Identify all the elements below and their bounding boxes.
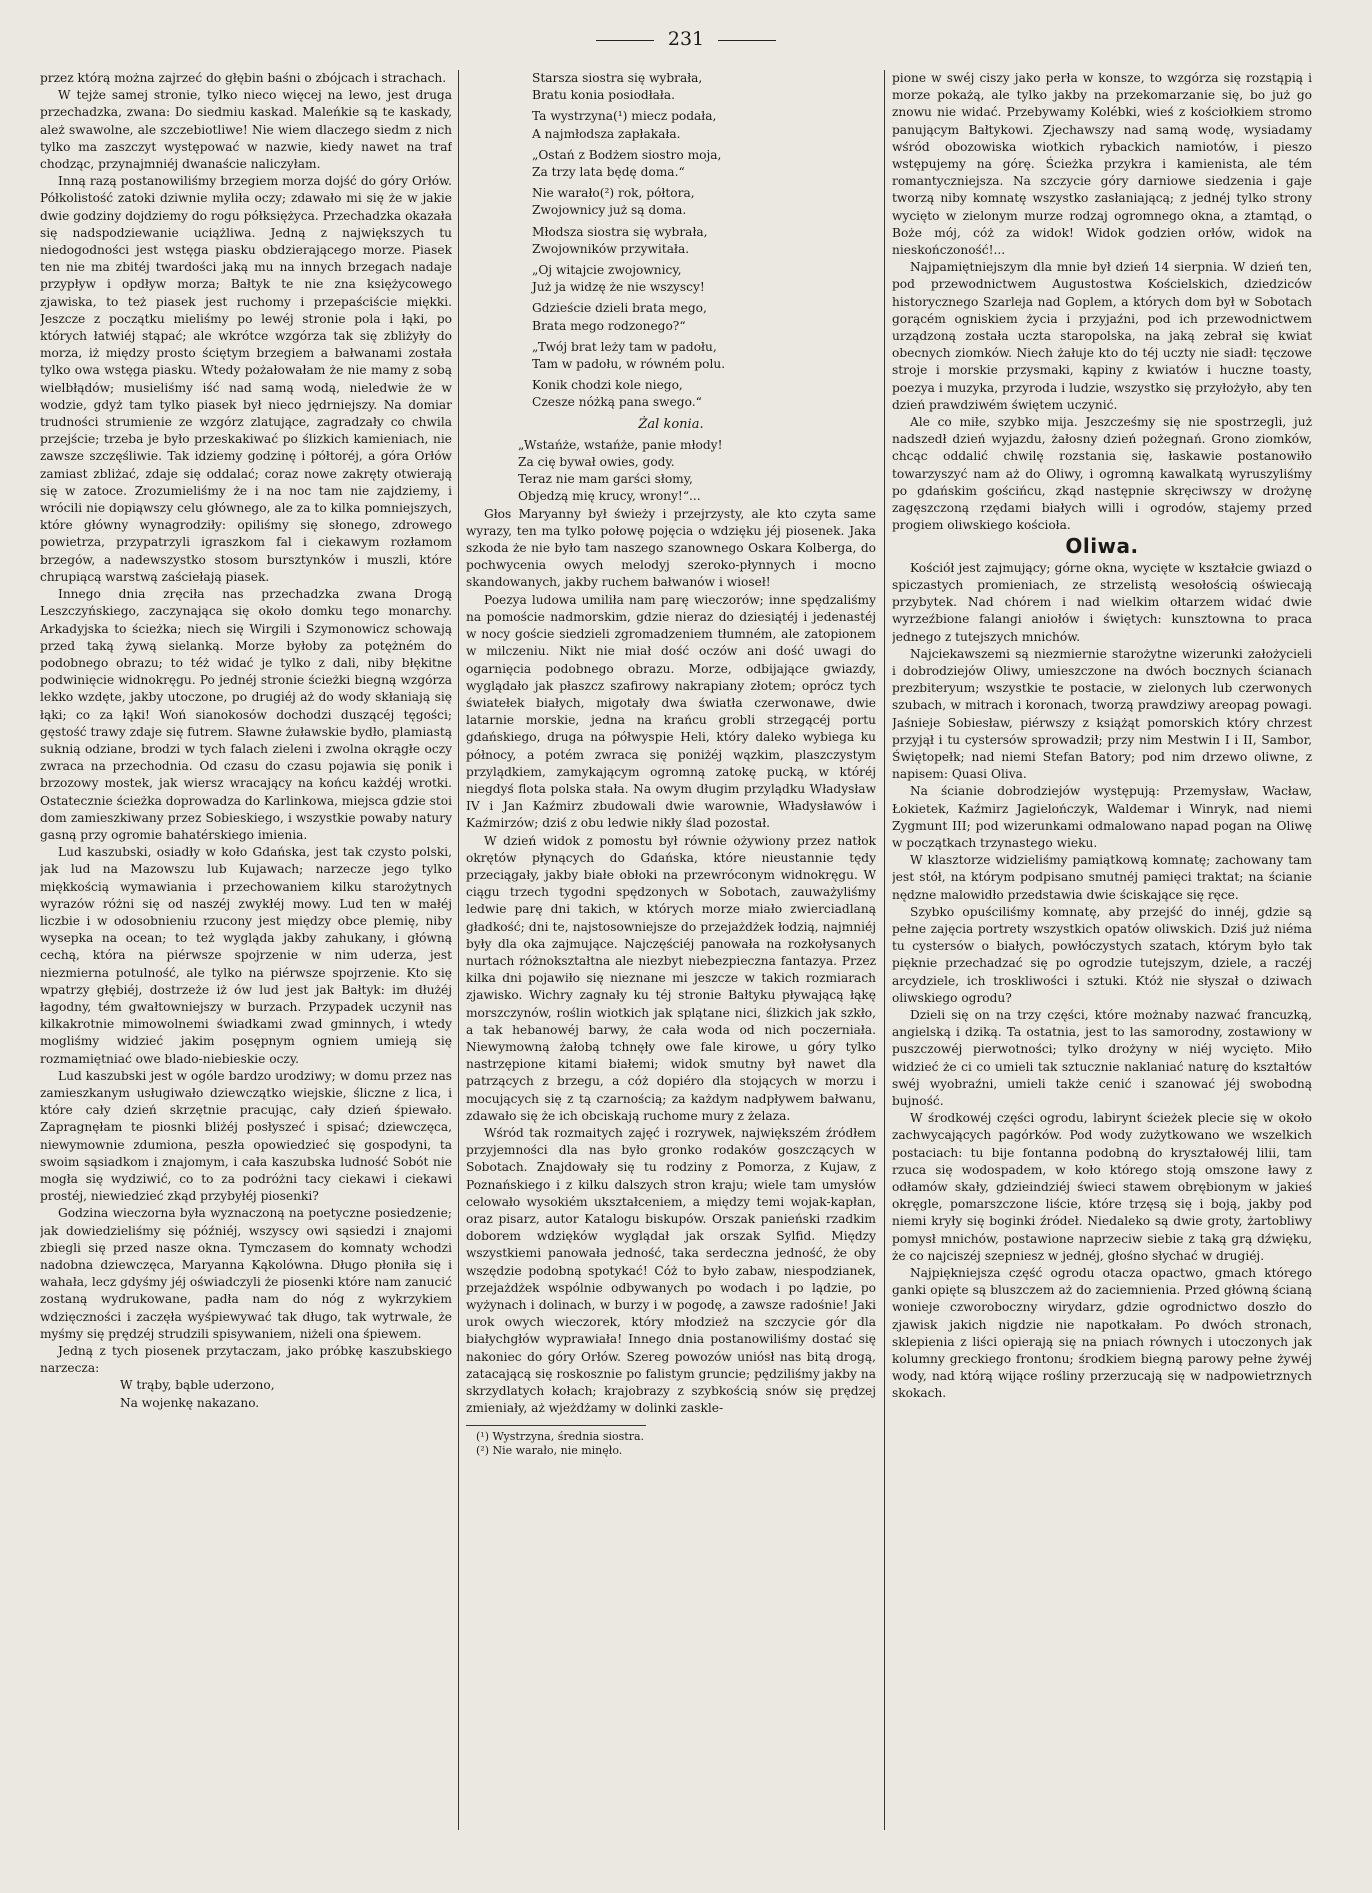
column-2 — [466, 70, 876, 1830]
column-1 — [40, 70, 452, 1830]
paragraph: Dzieli się on na trzy części, które możnaby nazwać francuzką, angielską i dziką. Ta ostatnia, jest to las samorodny, zostawiony w puszczowéj pierwotności; tylko drożyny w niéj wycięto. Miło widzieć że ci co umieli tak sztucznie naklaniać naturę do kształtów swéj wyobraźni, umieli także cenić i szanować jéj swobodną bujność. — [892, 1007, 1312, 1108]
header-dash-left — [596, 40, 654, 41]
stanza — [532, 147, 876, 181]
verse-line: Młodsza siostra się wybrała, — [532, 224, 708, 239]
verse-line: Nie warało(²) rok, półtora, — [532, 186, 695, 201]
paragraph: W środkowéj części ogrodu, labirynt ścieżek plecie się w około zachwycających pagórków. Pod wody zużytkowano we wszelkich postaciach: tu bije fontanna podobną do kryształowéj lilii, tam rzuca się wodospadem, w koło którego stoją omszone ławy z odłamów skały, gdzieindziéj świeci stawem obrębionym w jakieś okręgle, pomarszczone liście, które trzęsą się i boją, jakby pod niemi kryły się boginki źródeł. Niedaleko są dwie groty, żartobliwy pomysł mnichów, postawione naprzeciw siebie z taką grą dźwięku, że co najciszéj szepniesz w jednéj, głośno słychać w drugiéj. — [892, 1111, 1312, 1263]
poem-title: Żal konia. — [638, 416, 704, 432]
stanza — [532, 70, 876, 104]
lament-verse — [466, 437, 876, 506]
paragraph: pione w swéj ciszy jako perła w konsze, to wzgórza się rozstąpią i morze pokażą, ale tylko jakby na przekomarzanie się, bo już go znowu nie widać. Przebywamy Kolébki, wieś z kościołkiem stromo panującym Bałtykowi. Zjechawszy nad samą wodę, wysiadamy wśród obozowiska wiotkich rybackich namiotów, i pieszo wstępujemy na górę. Ścieżka przykra i kamienista, ale tém romantyczniejsza. Na szczycie góry darniowe siedzenia i gaje tworzą niby komnatę wszystko zasłaniającą; z jednéj tylko strony wycięto w zielonym murze rodzaj ogromnego okna, a ztamtąd, o Boże mój, cóż za widok! Widok godzien orłów, widok na nieskończoność!... — [892, 71, 1312, 258]
verse-line: „Ostań z Bodżem siostro moja, — [532, 147, 722, 162]
paragraph: Jedną z tych piosenek przytaczam, jako próbkę kaszubskiego narzecza: — [40, 1344, 452, 1376]
paragraph: Najpamiętniejszym dla mnie był dzień 14 sierpnia. W dzień ten, pod przewodnictwem Augustostwa Kościelskich, dziedziców historycznego Szarleja nad Goplem, a których dom był w Sobotach gorącém ogniskiem życia i przyjaźni, pod ich przewodnictwem urządzoną została uczta staropolska, na jaką zebrał się kwiat obecnych ziomków. Niech żałuje kto do téj uczty nie siadł: tęczowe stroje i morskie przysmaki, kąpiny z kwiatów i huczne toasty, poezya i muzyka, przyroda i ludzie, wszystko się przyłożyło, aby ten dzień prawdziwém świętem uczynić. — [892, 260, 1312, 412]
verse-line: Konik chodzi kole niego, — [532, 378, 683, 393]
section-heading: Oliwa. — [1065, 534, 1139, 559]
stanza — [532, 262, 876, 296]
kashubian-song — [466, 70, 876, 412]
column-rule-1 — [458, 70, 459, 1830]
verse-line: Starsza siostra się wybrała, — [532, 71, 703, 85]
paragraph: Godzina wieczorna była wyznaczoną na poetyczne posiedzenie; jak dowiedzieliśmy się późniéj, wszyscy owi sąsiedzi i znajomi zbiegli się przed nasze okna. Tymczasem do komnaty wchodzi nadobna dziewczęca, Maryanna Kąkolówna. Długo płoniła się i wahała, lecz gdyśmy jéj oświadczyli że piosenki które nam zanucić zostaną wydrukowane, padła nam do nóg z wykrzykiem wdzięczności i zaczęła wyśpiewywać tak długo, tak wytrwale, że myśmy się prędzéj strudzili spisywaniem, niżeli ona śpiewem. — [40, 1206, 452, 1341]
stanza — [532, 377, 876, 411]
verse-line: Zwojownicy już są doma. — [532, 203, 687, 218]
footnote: (¹) Wystrzyna, średnia siostra. — [476, 1430, 645, 1444]
verse-line: „Oj witajcie zwojownicy, — [532, 263, 682, 278]
paragraph: Innego dnia zręciła nas przechadzka zwana Drogą Leszczyńskiego, zaczynająca się około domku tego monarchy. Arkadyjska to ścieżka; niech się Wirgili i Szymonowicz schowają przed taką żywą sielanką. Morze byłoby za potężném do podobnego obrazu; to téż widać je tylko z dali, niby błękitne podwinięcie widnokręgu. Po jednéj stronie ścieżki biegną wzgórza lekko wzdęte, jakby utoczone, po drugiéj aż do wody skłaniają się łąki; co za łąki! Woń sianokosów dochodzi duszącéj tęgości; gęstość trawy zdaje się futrem. Sławne żuławskie bydło, plamiastą suknią odziane, brodzi w tych falach zieleni i zwolna okrągłe oczy zwraca na przechodnia. Od czasu do czasu pojawia się ponik i brzozowy mostek, jak wiersz wracający na końcu każdéj wrotki. Ostatecznie ścieżka doprowadza do Karlinkowa, miejsca gdzie stoi dom zamieszkiwany przez Sobieskiego, i wszystkie powaby natury gasną przy ogromie bahatérskiego imienia. — [40, 587, 452, 842]
verse-line: Objedzą mię krucy, wrony!“... — [518, 489, 701, 504]
footnote-rule — [466, 1425, 646, 1426]
paragraph: Lud kaszubski jest w ogóle bardzo urodziwy; w domu przez nas zamieszkanym usługiwało dziewczątko wiejskie, śliczne z lica, i które cały dzień skrzętnie pracując, cały dzień śpiewało. Zapragnęłam te piosnki bliżéj posłyszeć i spisać; dziewczęca, niewymownie zdumiona, peszła opowiedzieć się gospodyni, ta swoim sąsiadkom i znajomym, i cała kaszubska ludność Sobót nie mogła się wydziwić, co to za podróżni tacy ciekawi i ciekawi prostéj, niewiedzieć zkąd przybyłéj piosenki? — [40, 1068, 452, 1204]
page-number-header — [0, 28, 1372, 50]
verse-line: „Wstańże, wstańże, panie młody! — [518, 437, 723, 452]
verse-line: Zwojowników przywitała. — [532, 241, 690, 256]
paragraph: przez którą można zajrzeć do głębin baśni o zbójcach i strachach. — [40, 71, 447, 85]
paragraph: Na ścianie dobrodziejów występują: Przemysław, Wacław, Łokietek, Kaźmirz Jagielończyk, Waldemar i Winryk, nad niemi Zygmunt III; pod wizerunkami odmalowano napad pogan na Oliwę w początkach trzynastego wieku. — [892, 784, 1312, 850]
column-rule-2 — [884, 70, 885, 1830]
verse-line: Brata mego rodzonego?“ — [532, 318, 686, 333]
verse-line: Gdzieście dzieli brata mego, — [532, 301, 707, 316]
verse-line: „Twój brat leży tam w padołu, — [532, 339, 717, 354]
column-3 — [892, 70, 1312, 1830]
stanza — [532, 108, 876, 142]
verse-line: Na wojenkę nakazano. — [120, 1395, 260, 1410]
paragraph: W dzień widok z pomostu był równie ożywiony przez natłok okrętów płynących do Gdańska, które nieustannie tędy przeciągały, jakby białe obłoki na przewróconym widnokręgu. W ciągu trzech tygodni spędzonych w Sobotach, zauważyliśmy ledwie parę dni takich, w których morze miało zwierciadlaną gładkość; dni te, najstosowniejsze do przejażdżek łodzią, najmniéj były dla oka zajmujące. Najczęściéj panowała na rozkołysanych nurtach różnokształtna ale niezbyt niebezpieczna fantazya. Przez kilka dni pojawiło się nieznane mi jeszcze w takich rozmiarach zjawisko. Wichry zagnały ku téj stronie Bałtyku pływającą łąkę morszczynów, roślin wiotkich jak splątane nici, ślizkich jak szkło, a tak hebanowéj barwy, że cała woda od nich poczerniała. Niewymowną żałobą tchnęły owe fale kirowe, u góry tylko nastrzępione kitami białemi; widok smutny był nawet dla patrzących z brzegu, a cóż dopiéro dla stojących w morzu i mocujących się z tą czarnością; za każdym nadpływem bałwanu, zdawało się że ich obciskają ruchome mury z żelaza. — [466, 833, 876, 1123]
verse-line: Bratu konia posiodłała. — [532, 88, 676, 103]
stanza — [532, 185, 876, 219]
paragraph: Głos Maryanny był świeży i przejrzysty, ale kto czyta same wyrazy, ten ma tylko połowę pojęcia o wdzięku jéj piosenek. Jaka szkoda że nie było tam naszego szanownego Oskara Kolberga, do pochwycenia owych melodyj szeroko-płynnych i mocno skandowanych, jakby ruchem bałwanów i wioseł! — [466, 506, 876, 590]
stanza — [532, 300, 876, 334]
paragraph: Kościół jest zajmujący; górne okna, wycięte w kształcie gwiazd o spiczastych promieniach, ze strzelistą wesołością oświecają przybytek. Nad chórem i nad wielkim ołtarzem widać dwie wyrzeźbione falangi aniołów i świętych: kunsztowna to praca jednego z tutejszych mnichów. — [892, 560, 1312, 644]
verse-line: W trąby, bąble uderzono, — [120, 1378, 275, 1393]
verse-line: Teraz nie mam garści słomy, — [518, 472, 693, 487]
header-dash-right — [718, 40, 776, 41]
footnote: (²) Nie warało, nie minęło. — [476, 1444, 623, 1458]
paragraph: Najciekawszemi są niezmiernie starożytne wizerunki założycieli i dobrodziejów Oliwy, umieszczone na dwóch bocznych ścianach prezbiteryum; wszystkie te postacie, w zielonych lub czerwonych szubach, w mitrach i koronach, tworzą prawdziwy areopag powagi. Jaśnieje Sobiesław, piérwszy z książąt pomorskich który chrzest przyjął i tu cystersów sprowadził; przy nim Mestwin I i II, Sambor, Świętopełk; nad niemi Stefan Batory; pod nim drzewo oliwne, z napisem: Quasi Oliva. — [892, 646, 1312, 782]
paragraph: Lud kaszubski, osiadły w koło Gdańska, jest tak czysto polski, jak lud na Mazowszu lub Kujawach; narzecze jego tylko miękkością wymawiania i przechowaniem kilku starożytnych wyrazów różni się od naszéj zwykłéj mowy. Lud ten w małéj liczbie i w odosobnieniu rzucony jest między obce plemię, niby wysepka na ocean; to też wygląda jakby zahukany, i główną cechą, która na piérwsze spojrzenie w nim uderza, jest niezmierna potulność, ale tylko na piérwsze spojrzenie. Kto się wpatrzy głębiéj, dostrzeże iż ów lud jest jak Bałtyk: im dłużéj łagodny, tém gwałtowniejszy w burzach. Przypadek uczynił nas kilkakrotnie mimowolnemi świadkami zwad gminnych, i wtedy mogliśmy widzieć jakim posępnym ogniem umieją się rozmamiętniać owe blado-niebieskie oczy. — [40, 845, 452, 1066]
paragraph: Szybko opuściliśmy komnatę, aby przejść do innéj, gdzie są pełne zajęcia portrety wszystkich opatów oliwskich. Dziś już niéma tu cystersów o białych, powłóczystych szatach, którym było tak pięknie przechadzać się po ogrodzie tutejszym, dziele, a raczéj arcydziele, ich troskliwości i sztuki. Któż nie słyszał o dziwach oliwskiego ogrodu? — [892, 904, 1312, 1005]
song-opening-verse — [40, 1377, 452, 1411]
paragraph: Najpiękniejsza część ogrodu otacza opactwo, gmach którego ganki opięte są bluszczem aż do zaciemnienia. Przed główną ścianą wonieje czworoboczny wirydarz, gdzie ogrodnictwo doszło do zjawisk jakich nigdzie nie napotkałam. Po dwóch stronach, sklepienia z liści opierają się na pniach równych i utoczonych jak kolumny greckiego frontonu; środkiem biegną parowy pełne żywéj wody, nad którą wijące rośliny przerzucają się w nadpowietrznych skokach. — [892, 1266, 1312, 1401]
paragraph: W tejże samej stronie, tylko nieco więcej na lewo, jest druga przechadzka, zwana: Do siedmiu kaskad. Maleńkie są te kaskady, ależ swawolne, ale szczebiotliwe! Nie wiem dlaczego siedm z nich tylko ma zaszczyt występować w nazwie, kiedy nawet na traf chodząc, przynajmniéj dwanaście naliczyłam. — [40, 88, 452, 172]
verse-line: Już ja widzę że nie wszyscy! — [532, 280, 705, 295]
verse-line: Tam w padołu, w równém polu. — [532, 357, 726, 372]
paragraph: Wśród tak rozmaitych zajęć i rozrywek, największém źródłem przyjemności dla nas było gronko rodaków goszczących w Sobotach. Znajdowały się tu rodziny z Pomorza, z Kujaw, z Poznańskiego i z kilku dalszych stron kraju; wiele tam umysłów celowało wysokiém ukształceniem, a między temi wojak-kapłan, oraz pisarz, autor Katalogu biskupów. Orszak panieński rzadkim doborem wdzięków wyglądał jak orszak Sylfid. Między wszystkiemi panowała jedność, taka serdeczna jedność, że oby wszędzie podobną spotykać! Cóż to było zabaw, niespodzianek, przejażdżek wspólnie odbywanych po wodach i po lądzie, po wyżynach i dolinach, w burzy i w pogodę, a zawsze radośnie! Jaki urok owych wieczorek, który młodzież na szczycie gór dla białychgłów wyprawiała! Innego dnia postanowiliśmy dostać się nakoniec do góry Orłów. Szereg powozów uniósł nas bitą drogą, zatacającą się roskosznie po falistym gruncie; pędziliśmy jakby na skrzydlatych kołach; krajobrazy z szybkością snów się prędzej zmieniały, aż wjeżdżamy w dolinki zaskle- — [466, 1125, 876, 1416]
paragraph: W klasztorze widzieliśmy pamiątkową komnatę; zachowany tam jest stół, na którym podpisano smutnéj pamięci traktat; na ścianie nędzne malowidło przedstawia dwie ściskające się ręce. — [892, 853, 1312, 902]
stanza — [532, 339, 876, 373]
verse-line: Czesze nóżką pana swego.“ — [532, 395, 702, 410]
verse-line: A najmłodsza zapłakała. — [532, 126, 681, 141]
verse-line: Za trzy lata będę doma.“ — [532, 165, 685, 180]
page-number: 231 — [667, 28, 705, 50]
verse-line: Ta wystrzyna(¹) miecz podała, — [532, 109, 717, 124]
paragraph: Poezya ludowa umiliła nam parę wieczorów; inne spędzaliśmy na pomoście nadmorskim, gdzie nieraz do dziesiątéj i jedenastéj w nocy goście siedzieli zgromadzeniem tłumném, ale zatopionem w milczeniu. Nikt nie miał dość oczów ani dość uwagi do ogarnięcia podobnego obrazu. Morze, odbijające gwiazdy, wyglądało jak płaszcz szafirowy nakrapiany złotem; oprócz tych światełek białych, migotały dwa światła czerwonawe, dwie latarnie morskie, jedna na krańcu grobli strzegącéj portu gdańskiego, druga na półwyspie Heli, który daleko wybiega ku północy, a potém zwraca się poniżéj wązkim, plaszczystym przylądkiem, zamykającym ogromną zatokę pucką, w któréj niegdyś flota polska stała. Na owym długim przylądku Władysław IV i Jan Kaźmirz zbudowali dwie warownie, Władysławów i Kaźmirzów; dziś z obu ledwie nikły ślad pozostał. — [466, 592, 876, 831]
stanza — [532, 224, 876, 258]
paragraph: Ale co miłe, szybko mija. Jeszcześmy się nie spostrzegli, już nadszedł dzień wyjazdu, żałosny dzień pożegnań. Grono ziomków, chcąc oddalić chwilę rozstania się, łaskawie postanowiło towarzyszyć nam aż do Oliwy, i ogromną kawalkatą wyruszyliśmy po gdańskim gościńcu, zkąd następnie skręciwszy w drożynę zagęszczoną rzędami białych willi i ogrodów, stajemy przed progiem oliwskiego kościoła. — [892, 415, 1312, 533]
paragraph: Inną razą postanowiliśmy brzegiem morza dojść do góry Orłów. Półkolistość zatoki dziwnie myliła oczy; zdawało mi się że w jakie dwie godziny dojdziemy do rogu półksiężyca. Przechadzka okazała się nadspodziewanie uciążliwa. Jedną z największych tu niedogodności jest wstęga piasku obdzierającego morze. Piasek ten nie ma zbitéj twardości jaką mu na innych brzegach nadaje przypływ i opdływ morza; Bałtyk te nie zna księżycowego zjawiska, to też piasek jest ruchomy i przepaściście miękki. Jeszcze z początku mieliśmy po lewéj stronie pola i łąki, po których łatwiéj stąpać; ale wkrótce wzgórza tak się zbliżyły do morza, iż między prosto ściętym brzegiem a bałwanami została tylko owa wstęga piasku. Wtedy pożałowałam że nie mamy z sobą wielbłądów; musieliśmy iść nad samą wodą, nieledwie że w wodzie, gdyż tam tylko piasek był nieco jędrniejszy. Na domiar trudności strumienie ze wzgórz zlatujące, zagradzały co chwila przejście; trzeba je było przeskakiwać po ślizkich kamieniach, nie zawsze szczęśliwie. Tak idziemy godzinę i półtoréj, a góra Orłów zamiast zbliżać, zdaje się oddalać; coraz nowe zakręty otwierają się w zatoce. Zrozumieliśmy że i na noc tam nie zajdziemy, i wrócili nie dopiąwszy celu głównego, ale za to kilka pomniejszych, które główny wynagrodziły: opiliśmy się słonego, zdrowego powietrza, przypatrzyli igraszkom fal i ciekawym rozłamom brzegów, a nadewszystko stosom bursztynków i muszli, które chrupiącą warstwą zaściełają piasek. — [40, 174, 452, 584]
verse-line: Za cię bywał owies, gody. — [518, 455, 675, 470]
